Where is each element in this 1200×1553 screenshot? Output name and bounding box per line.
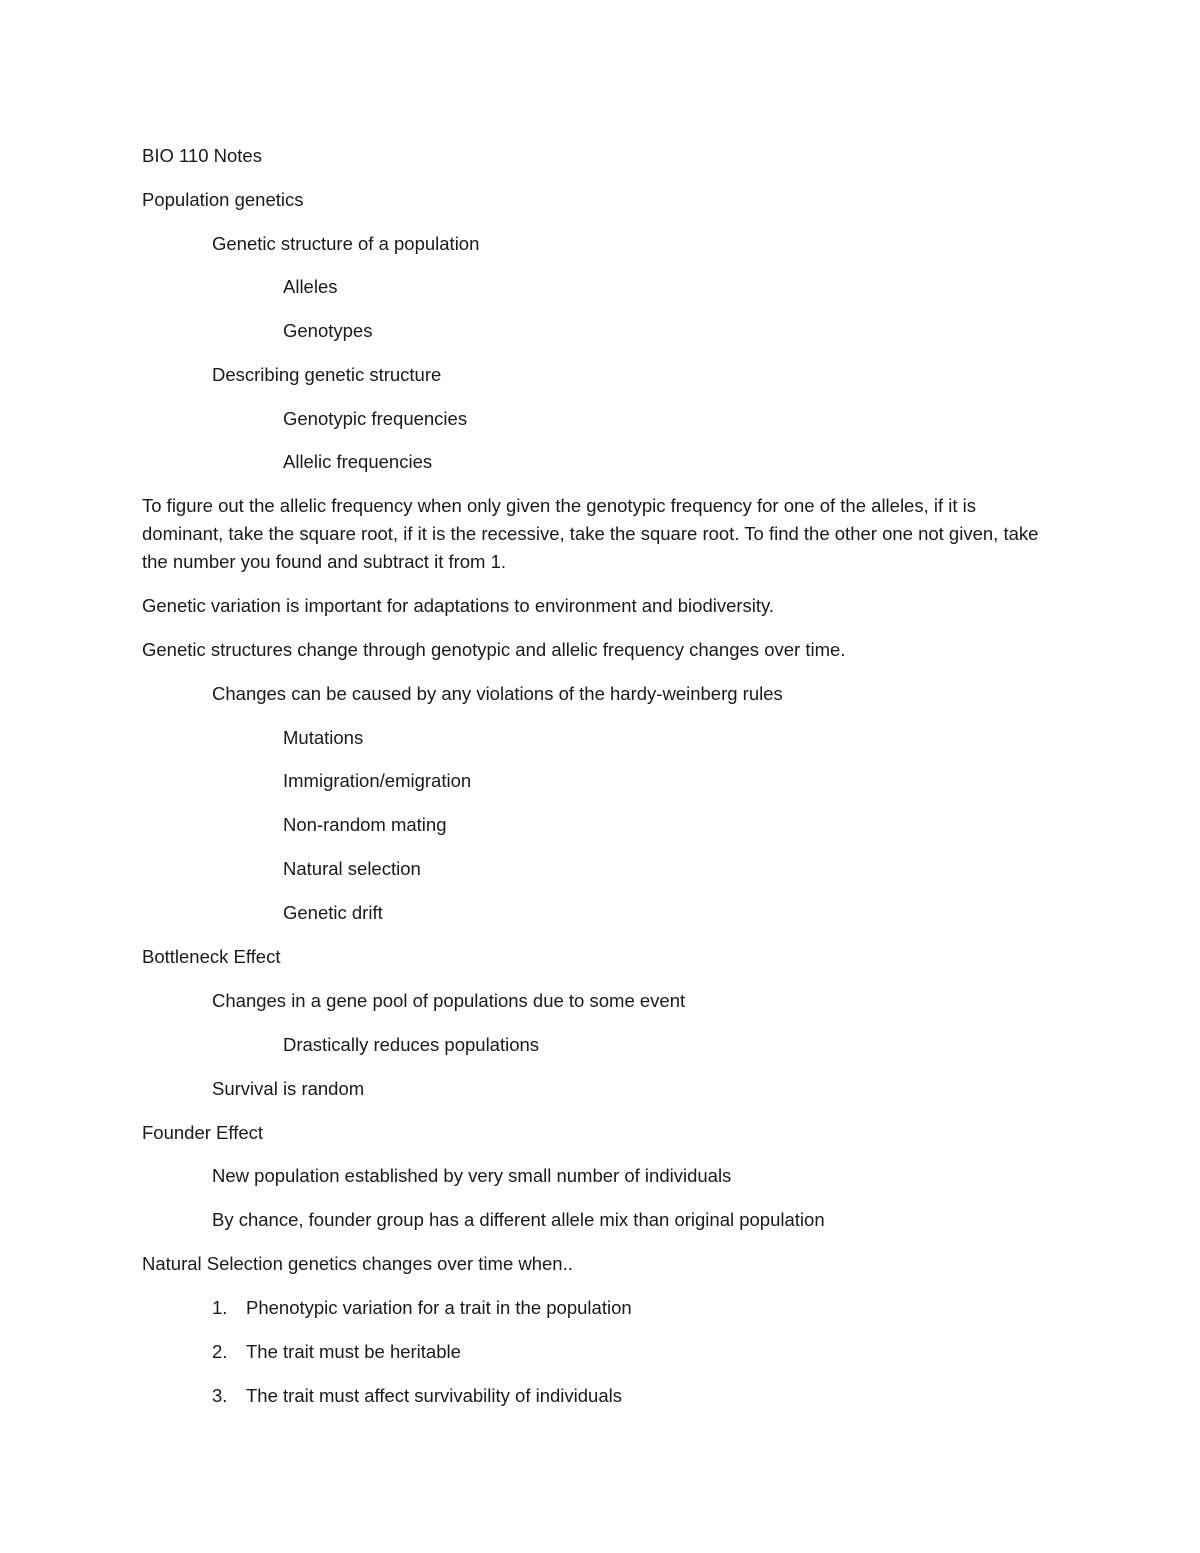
numbered-item: The trait must affect survivability of individuals	[246, 1385, 622, 1406]
subheading-survival-random: Survival is random	[212, 1078, 365, 1099]
document-title: BIO 110 Notes	[142, 145, 262, 166]
list-item: Drastically reduces populations	[283, 1034, 540, 1055]
heading-bottleneck-effect: Bottleneck Effect	[142, 946, 281, 967]
subheading-changes: Changes can be caused by any violations of the hardy-weinberg rules	[212, 683, 783, 704]
list-item: Genotypic frequencies	[283, 408, 468, 429]
subheading-gene-pool-changes: Changes in a gene pool of populations due to some event	[212, 990, 686, 1011]
numbered-item: The trait must be heritable	[246, 1341, 461, 1362]
subheading-genetic-structure: Genetic structure of a population	[212, 233, 480, 254]
paragraph-allelic-frequency: To figure out the allelic frequency when only given the genotypic frequency for one of the alleles, if it is dominant, take the square root, if it is the recessive, take the square root. To find the other one not given, take the number you found and subtract it from 1.	[142, 495, 1039, 572]
list-item: Genetic drift	[283, 902, 383, 923]
list-item: Alleles	[283, 276, 338, 297]
list-number: 3.	[212, 1385, 228, 1406]
paragraph-genetic-variation: Genetic variation is important for adaptations to environment and biodiversity.	[142, 595, 775, 616]
subheading-describing-structure: Describing genetic structure	[212, 364, 442, 385]
subheading-new-population: New population established by very small number of individuals	[212, 1165, 732, 1186]
list-item: Mutations	[283, 727, 364, 748]
list-item: Natural selection	[283, 858, 421, 879]
list-item: Non-random mating	[283, 814, 447, 835]
paragraph-genetic-structures: Genetic structures change through genotypic and allelic frequency changes over time.	[142, 639, 846, 660]
list-number: 1.	[212, 1297, 228, 1318]
heading-natural-selection: Natural Selection genetics changes over time when..	[142, 1253, 573, 1274]
numbered-item: Phenotypic variation for a trait in the population	[246, 1297, 632, 1318]
list-item: Allelic frequencies	[283, 451, 433, 472]
heading-founder-effect: Founder Effect	[142, 1122, 264, 1143]
list-item: Immigration/emigration	[283, 770, 472, 791]
list-item: Genotypes	[283, 320, 373, 341]
heading-population-genetics: Population genetics	[142, 189, 304, 210]
subheading-founder-group: By chance, founder group has a different allele mix than original population	[212, 1209, 825, 1230]
list-number: 2.	[212, 1341, 228, 1362]
